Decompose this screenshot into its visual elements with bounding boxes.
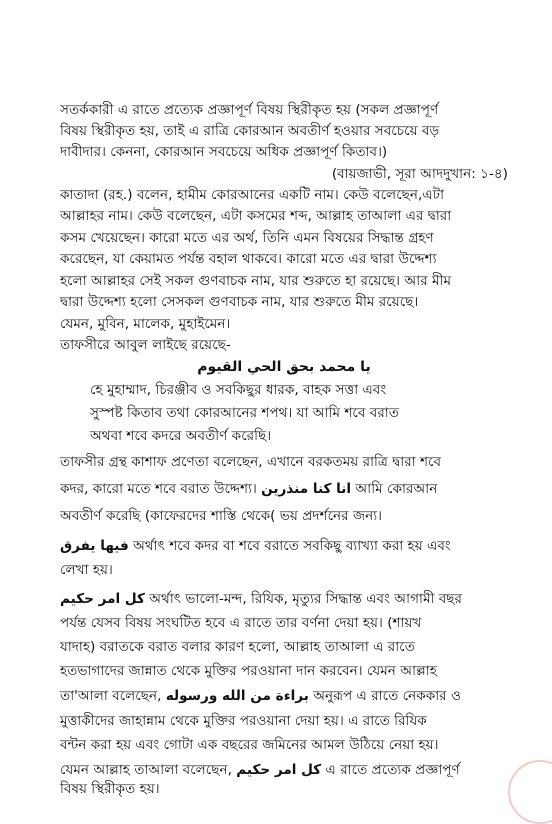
text-line: করেছেন, যা কেয়ামত পর্যন্ত বহাল থাকবে। কারো মতে এর দ্বারা উদ্দেশ্য (60, 251, 437, 267)
arabic-phrase: براءة من الله ورسوله (165, 688, 309, 704)
decorative-circle (508, 760, 552, 824)
text-line: হলো আল্লাহর সেই সকল গুণবাচক নাম, যার শুরুতে হা রয়েছে। আর মীম (60, 273, 451, 289)
text-line: বন্টন করা হয় এবং গোটা এক বছরের জমিনের আমল উঠিয়ে নেয়া হয়। (60, 737, 439, 753)
text-line: যেমন, মুবিন, মালেক, মুহাইমেন। (60, 316, 231, 332)
text-line: বিষয় স্থিরীকৃত হয়, তাই এ রাত্রি কোরআন অবতীর্ণ হওয়ার সবচেয়ে বড় (60, 123, 440, 139)
arabic-phrase: انا كنا منذرين (261, 481, 352, 497)
arabic-phrase: فيها يفرق (60, 538, 129, 554)
text-segment: কদর, কারো মতে শবে বরাত উদ্দেশ্য। (60, 481, 262, 497)
text-segment: অর্থাৎ ভালো-মন্দ, রিযিক, মৃত্যুর সিদ্ধান্ত এবং আগামী বছর (144, 591, 463, 607)
text-line: বিষয় স্থিরীকৃত হয়। (60, 781, 160, 797)
text-line (60, 536, 508, 557)
quote-line: সুস্পষ্ট কিতাব তথা কোরআনের শপথ। যা আমি শবে বরাত (90, 405, 399, 421)
text-line (60, 760, 508, 781)
text-line: আল্লাহর নাম। কেউ বলেছেন, এটা কসমের শব্দ, আল্লাহ তাআলা এর দ্বারা (60, 208, 452, 224)
text-line: মুত্তাকীদের জাহান্নাম থেকে মুক্তির পরওয়ানা দেয়া হয়। এ রাতে রিযিক (60, 713, 427, 729)
text-segment: অর্থাৎ শবে কদর বা শবে বরাতে সবকিছু ব্যাখ্যা করা হয় এবং (128, 538, 451, 554)
text-line: কাতাদা (রহ.) বলেন, হামীম কোরআনের একটি নাম। কেউ বলেছেন,এটা (60, 187, 445, 203)
quote-line: হে মুহাম্মাদ, চিরঞ্জীব ও সবকিছুর ধারক, বাহক সত্তা এবং (90, 382, 387, 398)
text-segment: তা'আলা বলেছেন, (60, 688, 166, 704)
text-line: তাফসীরে আবুল লাইছে রয়েছে- (60, 337, 231, 353)
text-segment: যেমন আল্লাহ তাআলা বলেছেন, (60, 762, 237, 778)
text-line (60, 686, 508, 707)
text-line: তাফসীর গ্রন্থ কাশাফ প্রণেতা বলেছেন, এখানে বরকতময় রাত্রি দ্বারা শবে (60, 454, 442, 470)
text-line (60, 479, 508, 500)
text-line: কসম খেয়েছেন। কারো মতে এর অর্থ, তিনি এমন বিষয়ের সিদ্ধান্ত গ্রহণ (60, 230, 434, 246)
text-line: পর্যন্ত যেসব বিষয় সংঘটিত হবে এ রাতে তার বর্ণনা দেয়া হয়। (শায়খ (60, 615, 422, 631)
text-line: দ্বারা উদ্দেশ্য হলো সেসকল গুণবাচক নাম, যার শুরুতে মীম রয়েছে। (60, 294, 419, 310)
arabic-heading: يا محمد بحق الحي القيوم (197, 359, 371, 375)
text-segment: এ রাতে প্রত্যেক প্রজ্ঞাপূর্ণ (321, 762, 460, 778)
arabic-phrase: كل امر حكيم (236, 762, 322, 778)
text-line: হতভাগাদের জান্নাত থেকে মুক্তির পরওয়ানা দান করবেন। যেমন আল্লাহ (60, 663, 437, 679)
text-line: দাবীদার। কেননা, কোরআন সবচেয়ে অধিক প্রজ্ঞাপূর্ণ কিতাব।) (60, 144, 388, 160)
text-line: লেখা হয়। (60, 562, 113, 578)
text-line: সতর্ককারী এ রাতে প্রত্যেক প্রজ্ঞাপূর্ণ বিষয় স্থিরীকৃত হয় (সকল প্রজ্ঞাপূর্ণ (60, 102, 439, 118)
citation: (বায়জাভী, সূরা আদদুখান: ১-৪) (331, 166, 508, 182)
arabic-phrase: كل امر حكيم (60, 591, 145, 607)
quote-line: অথবা শবে কদরে অবতীর্ণ করেছি। (90, 428, 272, 444)
text-segment: অনুরূপ এ রাতে নেককার ও (308, 688, 461, 704)
text-line: যাদাহ) বরাতকে বরাত বলার কারণ হলো, আল্লাহ তাআলা এ রাতে (60, 639, 415, 655)
text-line (60, 589, 508, 610)
text-line: অবতীর্ণ করেছি (কাফেরদের শাস্তি থেকে( ভয় প্রদর্শনের জন্য। (60, 508, 383, 524)
text-segment: আমি কোরআন (351, 481, 438, 497)
